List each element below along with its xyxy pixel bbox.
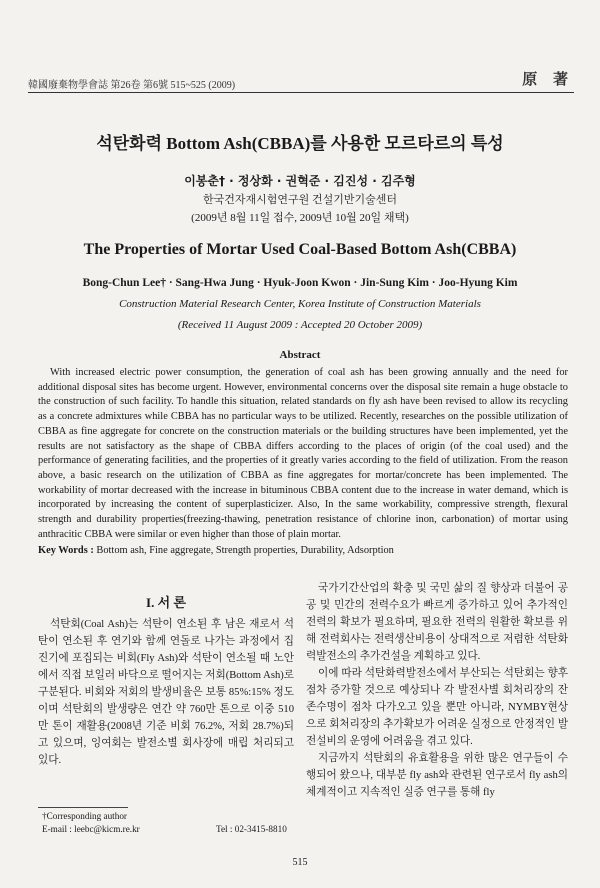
footnote	[42, 810, 294, 836]
left-column	[38, 616, 294, 769]
body-paragraph: 국가기간산업의 확충 및 국민 삶의 질 향상과 더불어 공공 및 민간의 전력수요가 빠르게 증가하고 있어 추가적인 전력의 확보가 필요하며, 필요한 전력의 원활한 확보를 위해 전력회사는 전력생산비용이 상대적으로 저렴한 석탄화력발전소의 추가건설을 계획하고 있다.	[306, 583, 568, 662]
paper-type-label: 原 著	[522, 72, 574, 88]
keywords-text: Bottom ash, Fine aggregate, Strength properties, Durability, Adsorption	[96, 545, 394, 556]
author-phone: Tel : 02-3415-8810	[216, 824, 287, 834]
abstract-text: With increased electric power consumption, the generation of coal ash has been growing annually and the need for additional disposal sites has become urgent. However, environmental concerns over the disposal site remain a huge obstacle to the construction of such facility. To handle this situation, related standards on fly ash have been revised to allow its recycling as a concrete admixtures while CBBA has no particular ways to be utilized. Recently, researches on the possible utilization of CBBA as fine aggregate for concrete on the construction materials or the building structures have been implemented, yet the results are not satisfactory as the shape of CBBA differs according to the places of origin (of the coal used) and the performance of generating facilities, and the properties of it greatly varies according to the field of utilization. From the reason above, a basic research on the utilization of CBBA as fine aggregates for mortar/concrete has been implemented. The workability of mortar decreased with the increase in bituminous CBBA content due to the increase in water demand, which is incorporated by increasing the content of superplasticizer. Also, In the same workability, compressive strength, flexural strength and durability properties(freezing-thawing, penetration resistance of chlorine inon, carbonation) of mortar using anthracitic CBBA were similar or even higher than those of plain mortar.	[38, 367, 568, 540]
english-affiliation: Construction Material Research Center, Korea Institute of Construction Materials	[119, 298, 481, 310]
author-email: E-mail : leebc@kicm.re.kr	[42, 824, 140, 834]
abstract-heading: Abstract	[279, 349, 321, 361]
journal-citation: 韓國廢棄物學會誌 第26卷 第6號 515~525 (2009)	[28, 80, 236, 91]
body-paragraph: 이에 따라 석탄화력발전소에서 부산되는 석탄회는 향후 점차 증가할 것으로 예상되나 각 발전사별 회처리장의 잔존수명이 점차 다가오고 있을 뿐만 아니라, NYMBY현상으로 회처리장의 추가확보가 어려운 실정으로 안정적인 발전설비의 운영에 어려움을 겪고 있다.	[306, 668, 568, 747]
body-paragraph: 석탄회(Coal Ash)는 석탄이 연소된 후 남은 재로서 석탄이 연소된 후 연기와 함께 연돌로 나가는 과정에서 집진기에 포집되는 비회(Fly Ash)와 석탄이 연소될 때 노안에서 직접 보일러 바닥으로 떨어지는 저회(Bottom Ash)로 구분된다. 비회와 저회의 발생비율은 보통 85%:15% 정도이며 석탄회의 발생량은 연간 약 760만 톤으로 이중 510만 톤이 재활용(2008년 기준 비회 76.2%, 저회 28.7%)되고 있으며, 잉여회는 발전소별 회사장에 매립 처리되고 있다.	[38, 619, 294, 766]
footnote-rule	[38, 807, 128, 808]
korean-authors: 이봉춘† · 정상화 · 권혁준 · 김진성 · 김주형	[184, 174, 416, 188]
right-column	[306, 580, 568, 801]
body-paragraph: 지금까지 석탄회의 유효활용을 위한 많은 연구들이 수행되어 왔으나, 대부분 fly ash와 관련된 연구로서 fly ash의 체계적이고 지속적인 실증 연구를 통해 fly	[306, 753, 568, 798]
english-authors: Bong-Chun Lee† · Sang-Hwa Jung · Hyuk-Joon Kwon · Jin-Sung Kim · Joo-Hyung Kim	[82, 277, 518, 289]
section-heading: I. 서 론	[146, 595, 186, 610]
korean-affiliation: 한국건자재시험연구원 건설기반기술센터	[202, 194, 398, 206]
corresponding-author: †Corresponding author	[42, 811, 127, 821]
korean-title: 석탄화력 Bottom Ash(CBBA)를 사용한 모르타르의 특성	[96, 134, 504, 153]
keywords	[38, 545, 568, 556]
english-title: The Properties of Mortar Used Coal-Based Bottom Ash(CBBA)	[83, 241, 517, 258]
keywords-label: Key Words :	[38, 545, 94, 556]
korean-dates: (2009년 8월 11일 접수, 2009년 10월 20일 채택)	[191, 212, 409, 224]
english-dates: (Received 11 August 2009 : Accepted 20 October 2009)	[177, 319, 423, 331]
header-rule	[28, 92, 574, 93]
page-number: 515	[292, 857, 308, 868]
